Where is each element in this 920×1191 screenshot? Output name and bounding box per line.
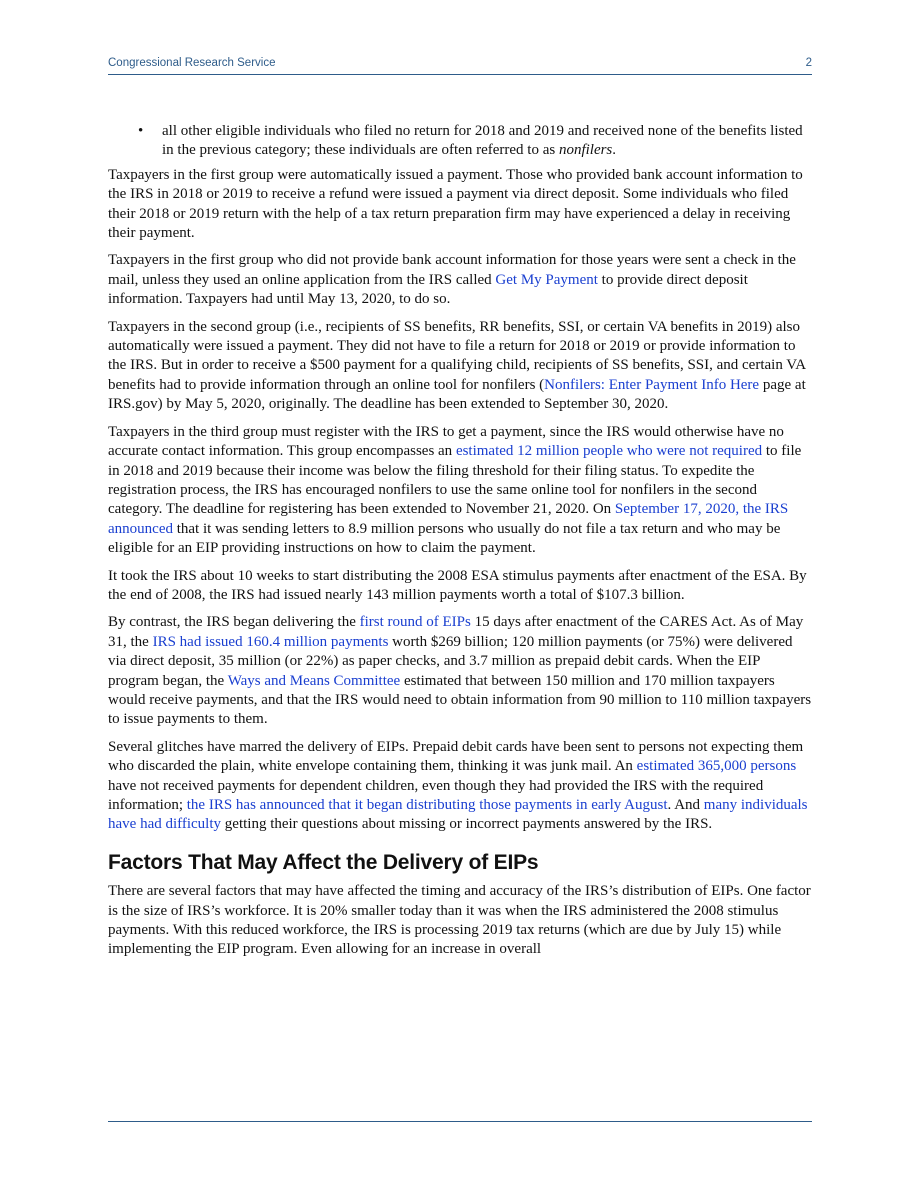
p7-text-1: Several glitches have marred the delivery of EIPs. Prepaid debit cards have been sent to persons not expecting them who discarded the plain, white envelope containing them, thinking it was junk mail. An — [108, 738, 804, 775]
estimated-365000-link[interactable]: estimated 365,000 persons — [636, 758, 797, 775]
p5-text: It took the IRS about 10 weeks to start distributing the 2008 ESA stimulus payments after enactment of the ESA. By the end of 2008, the IRS had issued nearly 143 million payments worth a total of $107.3 billion. — [108, 567, 807, 603]
paragraph-5 — [108, 567, 814, 606]
many-individuals-link[interactable]: many individuals have had difficulty — [108, 797, 808, 833]
p3-text-2: page at IRS.gov) by May 5, 2020, originally. The deadline has been extended to September 30, 2020. — [108, 376, 806, 413]
first-round-link[interactable]: first round of EIPs — [359, 614, 471, 631]
bullet-item — [108, 122, 814, 161]
p1-text: Taxpayers in the first group were automatically issued a payment. Those who provided bank account information to the IRS in 2018 or 2019 to receive a refund were issued a payment via direct deposit. Some individuals who filed their 2018 or 2019 return with the help of a tax return preparation firm may have experienced a delay in receiving their payment. — [108, 166, 803, 242]
paragraph-7 — [108, 738, 814, 835]
page-number: 2 — [805, 57, 812, 69]
document-body — [108, 122, 814, 968]
estimated-12-million-link[interactable]: estimated 12 million people who were not required — [455, 443, 763, 460]
bullet-glyph: • — [138, 123, 144, 139]
get-my-payment-link[interactable]: Get My Payment — [495, 271, 598, 288]
p4-text-2: to file in 2018 and 2019 because their income was below the filing threshold for their filing status. To expedite the registration process, the IRS has encouraged nonfilers to use the same online tool for nonfilers in the second category. The deadline for registering has been extended to November 21, 2020. On — [108, 443, 802, 518]
p6-text-3: worth $269 billion; 120 million payments (or 75%) were delivered via direct deposit, 35 million (or 22%) as paper checks, and 3.7 million as prepaid debit cards. When the EIP program began, the — [108, 633, 793, 689]
ways-means-link[interactable]: Ways and Means Committee — [227, 672, 401, 689]
page-header — [108, 56, 812, 75]
header-org: Congressional Research Service — [108, 57, 276, 69]
p6-text-2: 15 days after enactment of the CARES Act. As of May 31, the — [108, 614, 804, 650]
p7-text-3: . And — [667, 797, 704, 813]
p2-text-1: Taxpayers in the first group who did not provide bank account information for those years were sent a check in the mail, unless they used an online application from the IRS called — [108, 252, 796, 288]
p2-text-2: to provide direct deposit information. Taxpayers had until May 13, 2020, to do so. — [108, 271, 748, 308]
paragraph-4 — [108, 423, 814, 559]
p6-text-1: By contrast, the IRS began delivering the — [108, 614, 360, 631]
bullet-text: all other eligible individuals who filed no return for 2018 and 2019 and received none of the benefits listed in the previous category; these individuals are often referred to as — [162, 123, 803, 159]
section-heading: Factors That May Affect the Delivery of EIPs — [108, 850, 539, 874]
paragraph-1 — [108, 166, 814, 244]
nonfilers-link[interactable]: Nonfilers: Enter Payment Info Here — [544, 376, 760, 393]
irs-announced-link[interactable]: September 17, 2020, the IRS announced — [108, 501, 789, 537]
paragraph-3 — [108, 318, 814, 415]
p4-text-3: that it was sending letters to 8.9 million persons who usually do not file a tax return and who may be eligible for an EIP providing instructions on how to claim the payment. — [108, 520, 781, 557]
p7-text-4: getting their questions about missing or incorrect payments answered by the IRS. — [221, 816, 713, 833]
irs-distributing-link[interactable]: the IRS has announced that it began distributing those payments in early August — [186, 797, 668, 813]
p4-text-1: Taxpayers in the third group must register with the IRS to get a payment, since the IRS would otherwise have no accurate contact information. This group encompasses an — [108, 423, 784, 460]
paragraph-2 — [108, 251, 814, 309]
p7-text-2: have not received payments for dependent children, even though they had provided the IRS with the required information; — [108, 777, 764, 813]
paragraph-6 — [108, 613, 814, 729]
p3-text-1: Taxpayers in the second group (i.e., recipients of SS benefits, RR benefits, SSI, or certain VA benefits in 2019) also automatically were issued a payment. They did not have to file a return for 2018 or 2019 or provide information to the IRS. But in order to receive a $500 payment for a qualifying child, recipients of SS benefits, SSI, and certain VA benefits had to provide information through an online tool for nonfilers ( — [108, 318, 806, 393]
paragraph-8 — [108, 882, 814, 960]
bullet-emphasis: nonfilers — [558, 142, 613, 159]
bullet-end: . — [612, 142, 617, 159]
footer-rule — [108, 1121, 812, 1122]
irs-issued-link[interactable]: IRS had issued 160.4 million payments — [152, 633, 389, 650]
p6-text-4: estimated that between 150 million and 170 million taxpayers would receive payments, and that the IRS would need to obtain information from 90 million to 110 million taxpayers to issue payments to them. — [108, 672, 812, 728]
p8-text: There are several factors that may have affected the timing and accuracy of the IRS’s distribution of EIPs. One factor is the size of IRS’s workforce. It is 20% smaller today than it was when the IRS administered the 2008 stimulus payments. With this reduced workforce, the IRS is processing 2019 tax returns (which are due by July 15) while implementing the EIP program. Even allowing for an increase in overall — [108, 883, 811, 958]
